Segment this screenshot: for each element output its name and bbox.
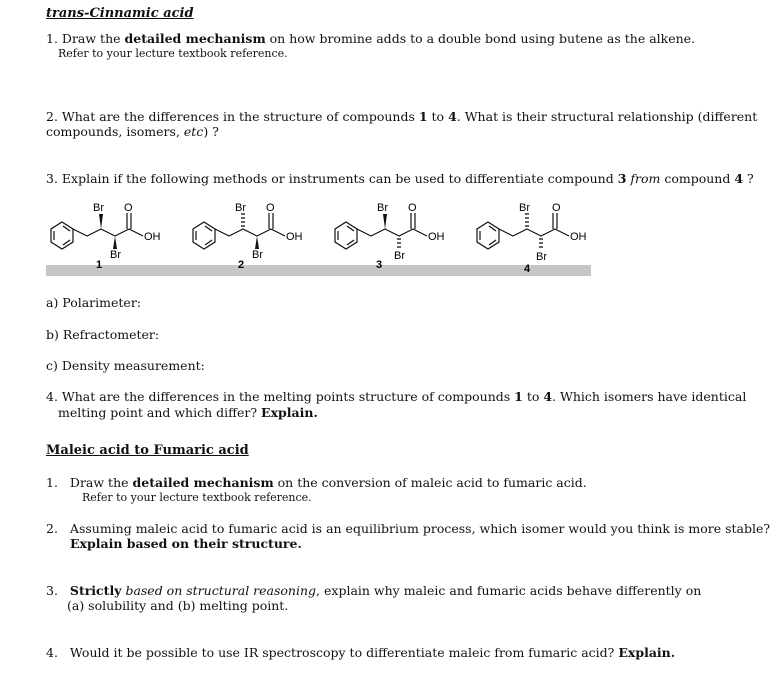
q2-text-end: . What is their structural relationship (different bbox=[456, 109, 758, 124]
q4-text-end: . Which isomers have identical bbox=[552, 389, 747, 404]
method-polarimeter: a) Polarimeter: bbox=[46, 295, 142, 310]
compound-1-br-top: Br bbox=[93, 202, 104, 214]
method-density: c) Density measurement: bbox=[46, 358, 205, 373]
s2-q4-text: Would it be possible to use IR spectroscopy to differentiate maleic from fumaric acid? bbox=[69, 645, 619, 660]
s2-question-3-line1 bbox=[46, 583, 701, 598]
s2-q1-text-end: on the conversion of maleic acid to fumaric acid. bbox=[273, 475, 587, 490]
s2-q4-number: 4. bbox=[46, 645, 58, 660]
question-3 bbox=[46, 171, 754, 186]
compound-1-oxygen: O bbox=[124, 202, 133, 214]
q3-end: ? bbox=[743, 171, 754, 186]
compound-2-br-top: Br bbox=[235, 202, 246, 214]
compound-3-label: 3 bbox=[376, 259, 383, 271]
compound-4 bbox=[477, 202, 587, 275]
s2-question-4 bbox=[46, 645, 675, 660]
q2-line2-text: compounds, isomers, bbox=[46, 124, 184, 139]
s2-q3-strictly: Strictly bbox=[69, 583, 122, 598]
compound-1-label: 1 bbox=[96, 259, 103, 271]
q1-text: Draw the bbox=[61, 31, 125, 46]
compound-structures bbox=[40, 196, 600, 278]
compound-1 bbox=[51, 202, 161, 271]
question-4-line2 bbox=[58, 405, 318, 420]
q2-line2-end: ) ? bbox=[203, 124, 219, 139]
s2-q2-explain: Explain based on their structure. bbox=[70, 536, 302, 551]
q3-from: from bbox=[626, 171, 661, 186]
q1-number: 1. bbox=[46, 31, 58, 46]
q2-etc: etc bbox=[183, 124, 204, 139]
s2-q1-text: Draw the bbox=[69, 475, 133, 490]
q3-compound-4: 4 bbox=[734, 171, 744, 186]
compound-1-br-bottom: Br bbox=[110, 249, 121, 261]
compound-3-br-bottom: Br bbox=[394, 250, 405, 262]
compound-2-oh: OH bbox=[286, 231, 303, 243]
s2-q4-explain: Explain. bbox=[618, 645, 676, 660]
q4-explain: Explain. bbox=[261, 405, 318, 420]
compound-3 bbox=[335, 202, 445, 271]
q1-text-end: on how bromine adds to a double bond using butene as the alkene. bbox=[265, 31, 696, 46]
s2-q2-text: Assuming maleic acid to fumaric acid is an equilibrium process, which isomer would you think is more stable? bbox=[69, 521, 770, 536]
s2-q3-text: , explain why maleic and fumaric acids behave differently on bbox=[316, 583, 702, 598]
q3-text: 3. Explain if the following methods or instruments can be used to differentiate compound bbox=[46, 171, 618, 186]
q3-compound-3: 3 bbox=[617, 171, 627, 186]
compound-4-label: 4 bbox=[524, 263, 531, 275]
question-1 bbox=[46, 31, 695, 46]
q4-to: to bbox=[522, 389, 544, 404]
compound-3-br-top: Br bbox=[377, 202, 388, 214]
q2-compound-1: 1 bbox=[418, 109, 428, 124]
question-2-line2 bbox=[46, 124, 219, 139]
question-4-line1 bbox=[46, 389, 746, 404]
compound-1-oh: OH bbox=[144, 231, 161, 243]
section-title-cinnamic: trans-Cinnamic acid bbox=[46, 6, 194, 21]
q1-reference: Refer to your lecture textbook reference. bbox=[58, 47, 288, 60]
compound-4-br-bottom: Br bbox=[536, 251, 547, 263]
compound-2-br-bottom: Br bbox=[252, 249, 263, 261]
s2-question-1 bbox=[46, 475, 587, 490]
q2-text: 2. What are the differences in the structure of compounds bbox=[46, 109, 419, 124]
s2-q3-number: 3. bbox=[46, 583, 58, 598]
compound-3-oxygen: O bbox=[408, 202, 417, 214]
q2-to: to bbox=[427, 109, 449, 124]
s2-question-2-line1 bbox=[46, 521, 770, 536]
question-2-line1 bbox=[46, 109, 757, 124]
compound-2-label: 2 bbox=[238, 259, 245, 271]
s2-q2-number: 2. bbox=[46, 521, 58, 536]
q2-compound-4: 4 bbox=[448, 109, 457, 124]
compound-2-oxygen: O bbox=[266, 202, 275, 214]
q4-compound-1: 1 bbox=[514, 389, 523, 404]
q4-compound-4: 4 bbox=[543, 389, 553, 404]
s2-q3-line2: (a) solubility and (b) melting point. bbox=[67, 598, 289, 613]
compound-4-oh: OH bbox=[570, 231, 587, 243]
method-refractometer: b) Refractometer: bbox=[46, 327, 160, 342]
s2-q1-bold: detailed mechanism bbox=[132, 475, 274, 490]
s2-q1-reference: Refer to your lecture textbook reference. bbox=[82, 491, 312, 504]
compound-4-oxygen: O bbox=[552, 202, 561, 214]
q4-text: 4. What are the differences in the melting points structure of compounds bbox=[46, 389, 515, 404]
compound-3-oh: OH bbox=[428, 231, 445, 243]
q3-mid: compound bbox=[660, 171, 735, 186]
s2-q1-number: 1. bbox=[46, 475, 58, 490]
s2-q3-italic: based on structural reasoning bbox=[121, 583, 317, 598]
q1-bold: detailed mechanism bbox=[124, 31, 266, 46]
compound-4-br-top: Br bbox=[519, 202, 530, 214]
section-title-maleic: Maleic acid to Fumaric acid bbox=[46, 443, 249, 458]
q4-line2-text: melting point and which differ? bbox=[58, 405, 262, 420]
compound-2 bbox=[193, 202, 303, 271]
